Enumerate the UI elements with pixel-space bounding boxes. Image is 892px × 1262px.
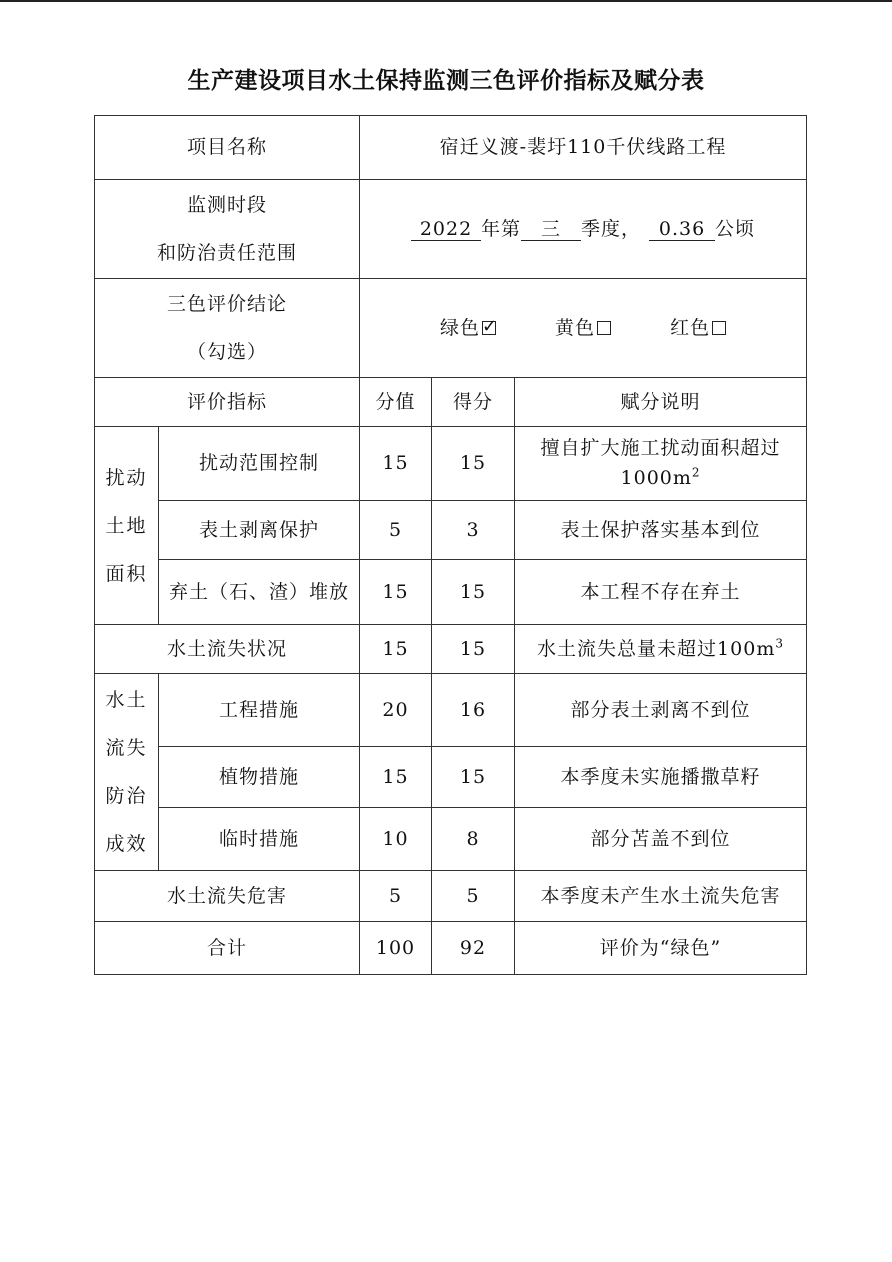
table-row [95,871,807,922]
score-value: 15 [360,625,432,674]
explanation: 表土保护落实基本到位 [515,501,807,560]
checkbox-empty-icon[interactable] [597,321,611,335]
score: 8 [432,808,515,871]
header-row [95,378,807,427]
table-row [95,747,807,808]
year-value: 2022 [411,218,481,241]
conclusion-label-line2: （勾选） [187,341,268,363]
total-label: 合计 [95,922,360,975]
conclusion-label [95,279,360,378]
period-label-line2: 和防治责任范围 [157,242,298,264]
score-value: 15 [360,747,432,808]
explanation: 水土流失总量未超过$100m^3$ [515,625,807,674]
score: 16 [432,674,515,747]
table-row [95,427,807,501]
explanation: 本季度未实施播撒草籽 [515,747,807,808]
conclusion-label-line1: 三色评价结论 [167,293,288,315]
indicator-name: 扰动范围控制 [159,427,360,501]
score: 3 [432,501,515,560]
score-value: 15 [360,427,432,501]
period-label-line1: 监测时段 [187,194,268,216]
option-green[interactable]: 绿色✓ [440,317,496,339]
indicator-name: 水土流失危害 [95,871,360,922]
score: 15 [432,747,515,808]
page-title: 生产建设项目水土保持监测三色评价指标及赋分表 [187,68,705,94]
project-label: 项目名称 [95,116,360,180]
indicator-name: 弃土（石、渣）堆放 [159,560,360,625]
area-value: 0.36 [649,218,715,241]
explanation: 部分苫盖不到位 [515,808,807,871]
table-row [95,808,807,871]
header-score-value: 分值 [360,378,432,427]
indicator-name: 工程措施 [159,674,360,747]
project-name: 宿迁义渡-裴圩110千伏线路工程 [360,116,807,180]
year-suffix: 年第 [481,217,522,240]
explanation: 擅自扩大施工扰动面积超过 $1000m^2$ [515,427,807,501]
table-row [95,501,807,560]
score: 15 [432,625,515,674]
table-row [95,625,807,674]
quarter-suffix: 季度， [581,217,642,240]
header-explanation: 赋分说明 [515,378,807,427]
period-row [95,180,807,279]
checkbox-empty-icon[interactable] [712,321,726,335]
explanation: 部分表土剥离不到位 [515,674,807,747]
page-top-border [0,0,892,2]
score-value: 5 [360,871,432,922]
project-row [95,116,807,180]
indicator-name: 水土流失状况 [95,625,360,674]
option-yellow[interactable]: 黄色 [555,317,611,339]
group-erosion-control: 水土 流失 防治 成效 [95,674,159,871]
option-red[interactable]: 红色 [670,317,726,339]
indicator-name: 植物措施 [159,747,360,808]
checkbox-checked-icon[interactable] [482,321,496,335]
quarter-value: 三 [521,218,581,241]
period-label [95,180,360,279]
score-value: 20 [360,674,432,747]
period-value [360,180,807,279]
conclusion-options [360,279,807,378]
score-value: 15 [360,560,432,625]
score: 15 [432,560,515,625]
score-value: 10 [360,808,432,871]
total-explanation: 评价为“绿色” [515,922,807,975]
area-unit: 公顷 [715,217,756,240]
indicator-name: 临时措施 [159,808,360,871]
table-row [95,560,807,625]
header-indicator: 评价指标 [95,378,360,427]
table-row [95,674,807,747]
total-score-value: 100 [360,922,432,975]
total-row [95,922,807,975]
explanation: 本工程不存在弃土 [515,560,807,625]
explanation: 本季度未产生水土流失危害 [515,871,807,922]
evaluation-table [94,115,807,975]
total-score: 92 [432,922,515,975]
score: 5 [432,871,515,922]
score: 15 [432,427,515,501]
header-score: 得分 [432,378,515,427]
conclusion-row [95,279,807,378]
group-disturbed-area: 扰动 土地 面积 [95,427,159,625]
score-value: 5 [360,501,432,560]
indicator-name: 表土剥离保护 [159,501,360,560]
